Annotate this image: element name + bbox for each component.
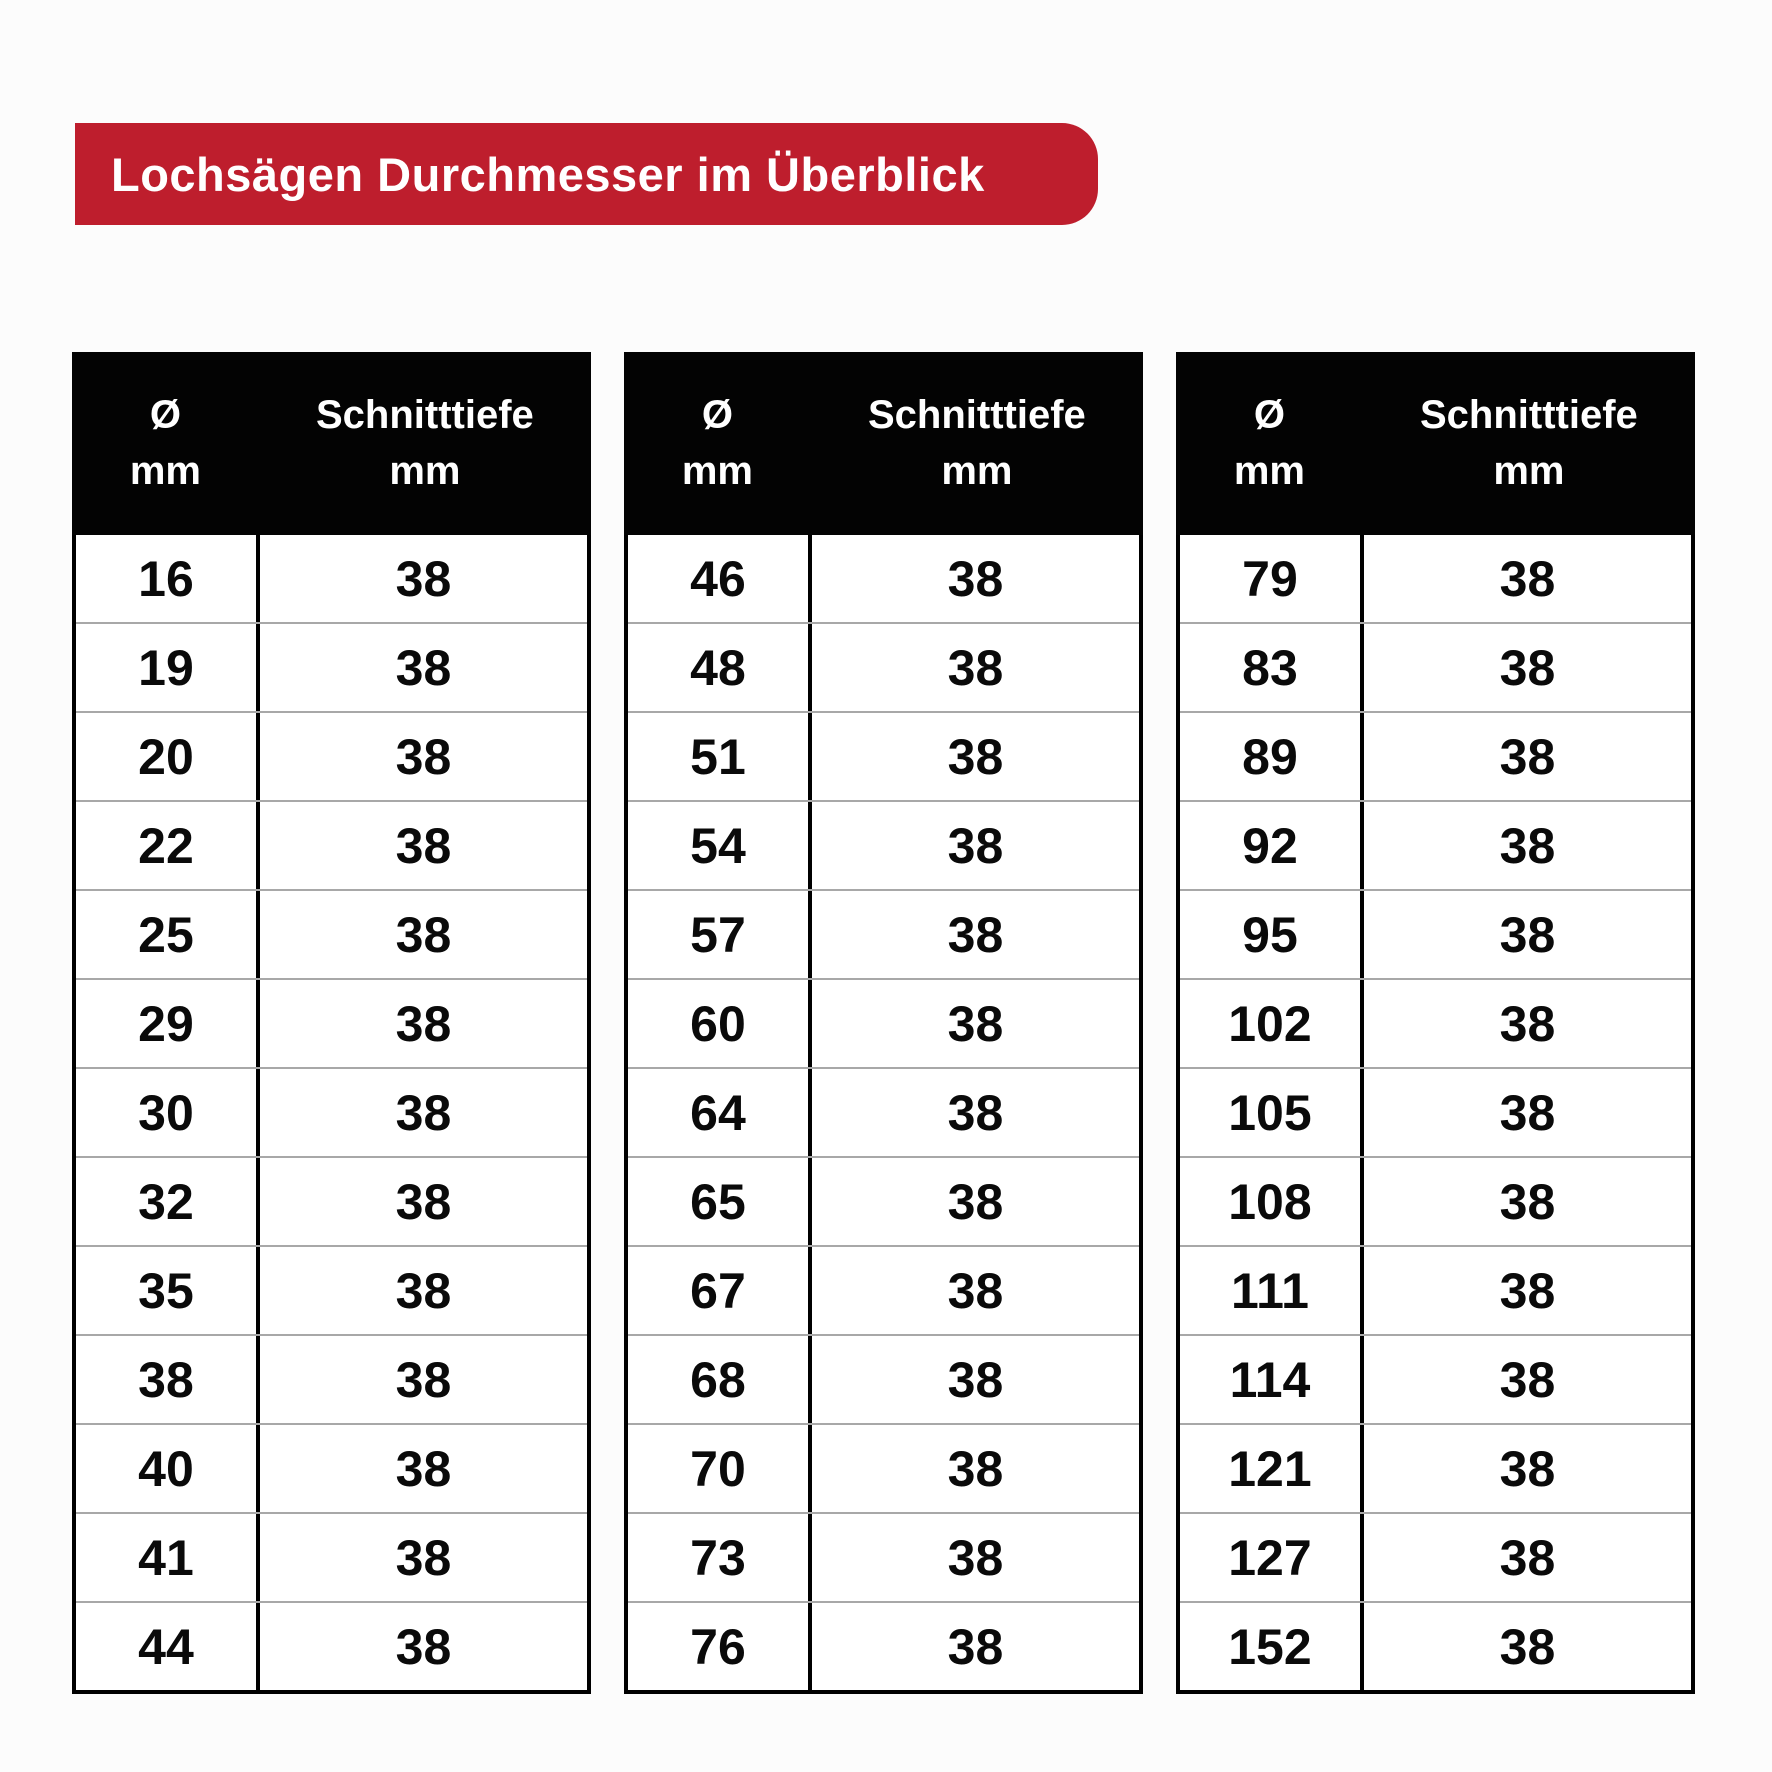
- cut-depth-cell: 38: [1499, 1618, 1556, 1675]
- table-row: [628, 978, 1139, 1067]
- table-row: [1180, 1512, 1691, 1601]
- cut-depth-cell: 38: [947, 1440, 1004, 1497]
- cut-depth-cell: 38: [1499, 728, 1556, 785]
- cut-depth-cell: 38: [395, 1084, 452, 1141]
- diameter-unit: mm: [129, 448, 201, 493]
- diameter-table-1: [72, 352, 591, 1694]
- table-row: [76, 1156, 587, 1245]
- table-row: [1180, 1245, 1691, 1334]
- diameter-table-3: [1176, 352, 1695, 1694]
- table-row: [76, 535, 587, 622]
- cut-depth-cell: 38: [947, 1618, 1004, 1675]
- table-row: [1180, 800, 1691, 889]
- cut-depth-cell: 38: [947, 1173, 1004, 1230]
- cut-depth-cell: 38: [947, 550, 1004, 607]
- diameter-cell: 83: [1180, 624, 1364, 711]
- diameter-cell: 67: [628, 1247, 812, 1334]
- diameter-cell: 108: [1180, 1158, 1364, 1245]
- table-body: [72, 535, 591, 1694]
- diameter-cell: 114: [1180, 1336, 1364, 1423]
- diameter-cell: 127: [1180, 1514, 1364, 1601]
- table-row: [1180, 535, 1691, 622]
- diameter-cell: 16: [76, 535, 260, 622]
- table-row: [76, 711, 587, 800]
- cut-depth-cell: 38: [395, 906, 452, 963]
- cut-depth-cell: 38: [947, 639, 1004, 696]
- cut-depth-header: [1363, 352, 1695, 535]
- diameter-cell: 30: [76, 1069, 260, 1156]
- cut-depth-header: [811, 352, 1143, 535]
- table-row: [1180, 1156, 1691, 1245]
- cut-depth-cell: 38: [947, 728, 1004, 785]
- table-row: [1180, 711, 1691, 800]
- table-row: [628, 711, 1139, 800]
- table-row: [1180, 1067, 1691, 1156]
- cut-depth-cell: 38: [1499, 550, 1556, 607]
- diameter-cell: 92: [1180, 802, 1364, 889]
- table-row: [628, 535, 1139, 622]
- diameter-cell: 70: [628, 1425, 812, 1512]
- table-row: [76, 889, 587, 978]
- table-row: [628, 1334, 1139, 1423]
- diameter-cell: 76: [628, 1603, 812, 1690]
- diameter-cell: 57: [628, 891, 812, 978]
- table-row: [628, 889, 1139, 978]
- table-row: [628, 1601, 1139, 1690]
- table-row: [76, 1334, 587, 1423]
- table-row: [1180, 622, 1691, 711]
- table-header: [1176, 352, 1695, 535]
- diameter-cell: 51: [628, 713, 812, 800]
- cut-depth-cell: 38: [395, 639, 452, 696]
- diameter-cell: 46: [628, 535, 812, 622]
- cut-depth-cell: 38: [1499, 817, 1556, 874]
- table-row: [76, 1067, 587, 1156]
- table-row: [628, 800, 1139, 889]
- cut-depth-cell: 38: [947, 1262, 1004, 1319]
- cut-depth-cell: 38: [395, 1618, 452, 1675]
- table-row: [76, 1512, 587, 1601]
- table-row: [628, 1067, 1139, 1156]
- diameter-cell: 32: [76, 1158, 260, 1245]
- diameter-header: [624, 352, 811, 535]
- cut-depth-cell: 38: [1499, 1351, 1556, 1408]
- cut-depth-cell: 38: [1499, 1173, 1556, 1230]
- cut-depth-cell: 38: [395, 550, 452, 607]
- cut-depth-cell: 38: [947, 995, 1004, 1052]
- table-row: [628, 1423, 1139, 1512]
- cut-depth-cell: 38: [395, 1262, 452, 1319]
- table-row: [1180, 1334, 1691, 1423]
- diameter-symbol: Ø: [149, 393, 181, 438]
- table-row: [76, 978, 587, 1067]
- diameter-header: [1176, 352, 1363, 535]
- cut-depth-unit: mm: [941, 448, 1013, 493]
- table-row: [76, 622, 587, 711]
- diameter-header: [72, 352, 259, 535]
- table-row: [1180, 978, 1691, 1067]
- table-row: [1180, 889, 1691, 978]
- table-row: [628, 622, 1139, 711]
- cut-depth-cell: 38: [395, 995, 452, 1052]
- diameter-cell: 35: [76, 1247, 260, 1334]
- cut-depth-cell: 38: [395, 1173, 452, 1230]
- diameter-cell: 102: [1180, 980, 1364, 1067]
- cut-depth-label: Schnitttiefe: [316, 393, 534, 438]
- diameter-cell: 25: [76, 891, 260, 978]
- tables-container: [72, 352, 1695, 1694]
- diameter-cell: 40: [76, 1425, 260, 1512]
- diameter-cell: 152: [1180, 1603, 1364, 1690]
- table-row: [628, 1512, 1139, 1601]
- cut-depth-cell: 38: [947, 1529, 1004, 1586]
- cut-depth-cell: 38: [1499, 1529, 1556, 1586]
- diameter-cell: 41: [76, 1514, 260, 1601]
- diameter-cell: 48: [628, 624, 812, 711]
- diameter-symbol: Ø: [701, 393, 733, 438]
- cut-depth-cell: 38: [947, 1084, 1004, 1141]
- cut-depth-cell: 38: [1499, 1084, 1556, 1141]
- diameter-table-2: [624, 352, 1143, 1694]
- cut-depth-label: Schnitttiefe: [1420, 393, 1638, 438]
- diameter-cell: 105: [1180, 1069, 1364, 1156]
- diameter-cell: 65: [628, 1158, 812, 1245]
- diameter-cell: 60: [628, 980, 812, 1067]
- cut-depth-cell: 38: [1499, 1440, 1556, 1497]
- table-row: [76, 800, 587, 889]
- diameter-cell: 79: [1180, 535, 1364, 622]
- diameter-cell: 19: [76, 624, 260, 711]
- cut-depth-cell: 38: [947, 906, 1004, 963]
- diameter-cell: 68: [628, 1336, 812, 1423]
- page-title: Lochsägen Durchmesser im Überblick: [111, 147, 985, 201]
- diameter-unit: mm: [1233, 448, 1305, 493]
- cut-depth-cell: 38: [947, 817, 1004, 874]
- diameter-cell: 44: [76, 1603, 260, 1690]
- table-header: [72, 352, 591, 535]
- cut-depth-cell: 38: [395, 817, 452, 874]
- table-row: [628, 1156, 1139, 1245]
- diameter-cell: 121: [1180, 1425, 1364, 1512]
- cut-depth-label: Schnitttiefe: [868, 393, 1086, 438]
- cut-depth-unit: mm: [389, 448, 461, 493]
- cut-depth-cell: 38: [395, 1351, 452, 1408]
- diameter-cell: 64: [628, 1069, 812, 1156]
- cut-depth-cell: 38: [1499, 639, 1556, 696]
- diameter-cell: 38: [76, 1336, 260, 1423]
- table-row: [1180, 1601, 1691, 1690]
- table-body: [1176, 535, 1695, 1694]
- cut-depth-cell: 38: [1499, 1262, 1556, 1319]
- diameter-cell: 29: [76, 980, 260, 1067]
- diameter-cell: 89: [1180, 713, 1364, 800]
- cut-depth-header: [259, 352, 591, 535]
- diameter-cell: 73: [628, 1514, 812, 1601]
- diameter-symbol: Ø: [1253, 393, 1285, 438]
- table-row: [76, 1423, 587, 1512]
- cut-depth-cell: 38: [1499, 906, 1556, 963]
- table-row: [1180, 1423, 1691, 1512]
- table-row: [76, 1245, 587, 1334]
- table-body: [624, 535, 1143, 1694]
- diameter-cell: 54: [628, 802, 812, 889]
- diameter-cell: 95: [1180, 891, 1364, 978]
- title-banner: [75, 123, 1098, 225]
- diameter-cell: 22: [76, 802, 260, 889]
- cut-depth-cell: 38: [1499, 995, 1556, 1052]
- cut-depth-unit: mm: [1493, 448, 1565, 493]
- cut-depth-cell: 38: [947, 1351, 1004, 1408]
- cut-depth-cell: 38: [395, 1529, 452, 1586]
- cut-depth-cell: 38: [395, 1440, 452, 1497]
- table-header: [624, 352, 1143, 535]
- table-row: [628, 1245, 1139, 1334]
- diameter-cell: 111: [1180, 1247, 1364, 1334]
- table-row: [76, 1601, 587, 1690]
- diameter-unit: mm: [681, 448, 753, 493]
- cut-depth-cell: 38: [395, 728, 452, 785]
- diameter-cell: 20: [76, 713, 260, 800]
